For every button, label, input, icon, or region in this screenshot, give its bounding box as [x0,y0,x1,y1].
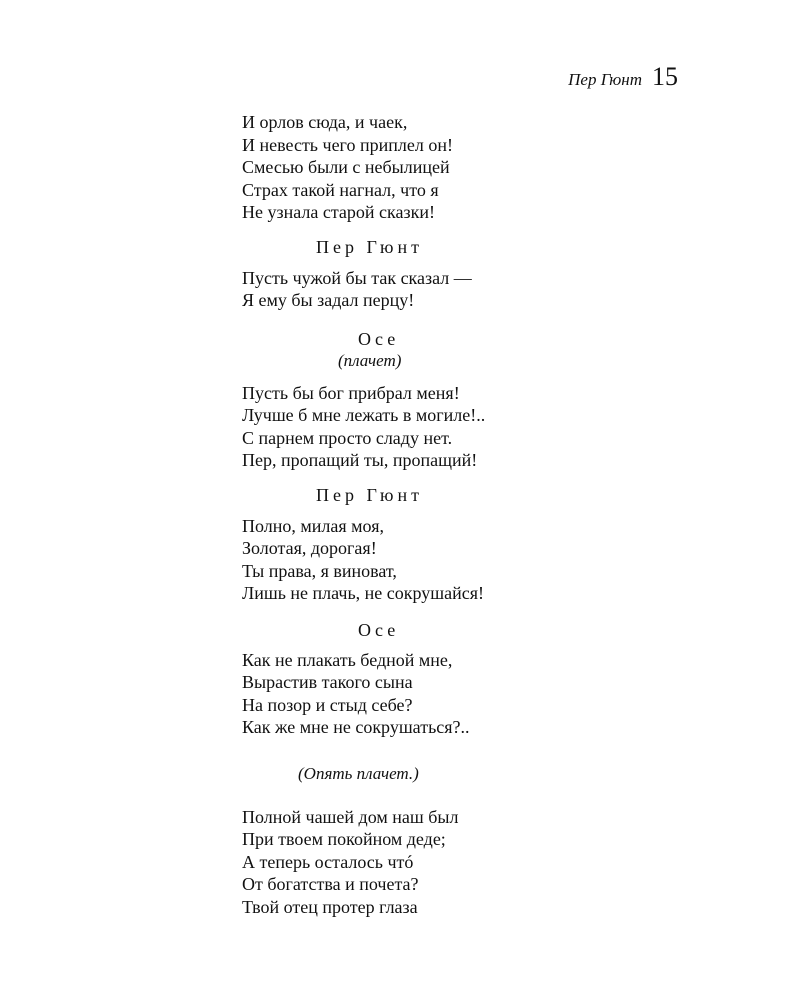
stage-direction: (плачет) [338,350,402,370]
speaker-name: Пер Гюнт [316,236,423,257]
running-title: Пер Гюнт [568,70,642,89]
stanza [242,515,662,605]
verse-line: Золотая, дорогая! [242,538,377,558]
speaker-name: Пер Гюнт [316,484,423,505]
stanza [242,267,662,312]
verse-line: Лучше б мне лежать в могиле!.. [242,405,486,425]
verse-line: При твоем покойном деде; [242,829,446,849]
stanza [242,649,662,739]
verse-line: От богатства и почета? [242,874,419,894]
verse-line: А теперь осталось чтó [242,851,414,872]
verse-line: Страх такой нагнал, что я [242,179,439,200]
verse-line: Лишь не плачь, не сокрушайся! [242,583,485,603]
page-number: 15 [652,62,678,91]
stanza [242,111,662,224]
verse-line: Полной чашей дом наш был [242,806,459,827]
verse-line: На позор и стыд себе? [242,694,413,715]
verse-line: Я ему бы задал перцу! [242,290,415,310]
verse-line: Не узнала старой сказки! [242,202,435,222]
stanza [242,382,662,472]
page-body [242,111,662,918]
verse-line: Пусть бы бог прибрал меня! [242,382,460,403]
verse-line: И орлов сюда, и чаек, [242,112,408,132]
verse-line: Вырастив такого сына [242,672,413,692]
verse-line: Ты права, я виноват, [242,560,397,581]
verse-line: И невесть чего приплел он! [242,134,453,155]
verse-line: Пусть чужой бы так сказал — [242,267,472,288]
stage-direction: (Опять плачет.) [298,763,419,783]
speaker-name: Осе [358,328,400,349]
verse-line: Полно, милая моя, [242,515,384,536]
verse-line: С парнем просто сладу нет. [242,427,453,448]
running-header [568,62,678,92]
verse-line: Смесью были с небылицей [242,157,450,177]
speaker-name: Осе [358,619,400,640]
verse-line: Пер, пропащий ты, пропащий! [242,450,478,470]
verse-line: Как же мне не сокрушаться?.. [242,717,470,737]
stanza [242,806,662,919]
verse-line: Твой отец протер глаза [242,896,418,917]
verse-line: Как не плакать бедной мне, [242,649,453,670]
